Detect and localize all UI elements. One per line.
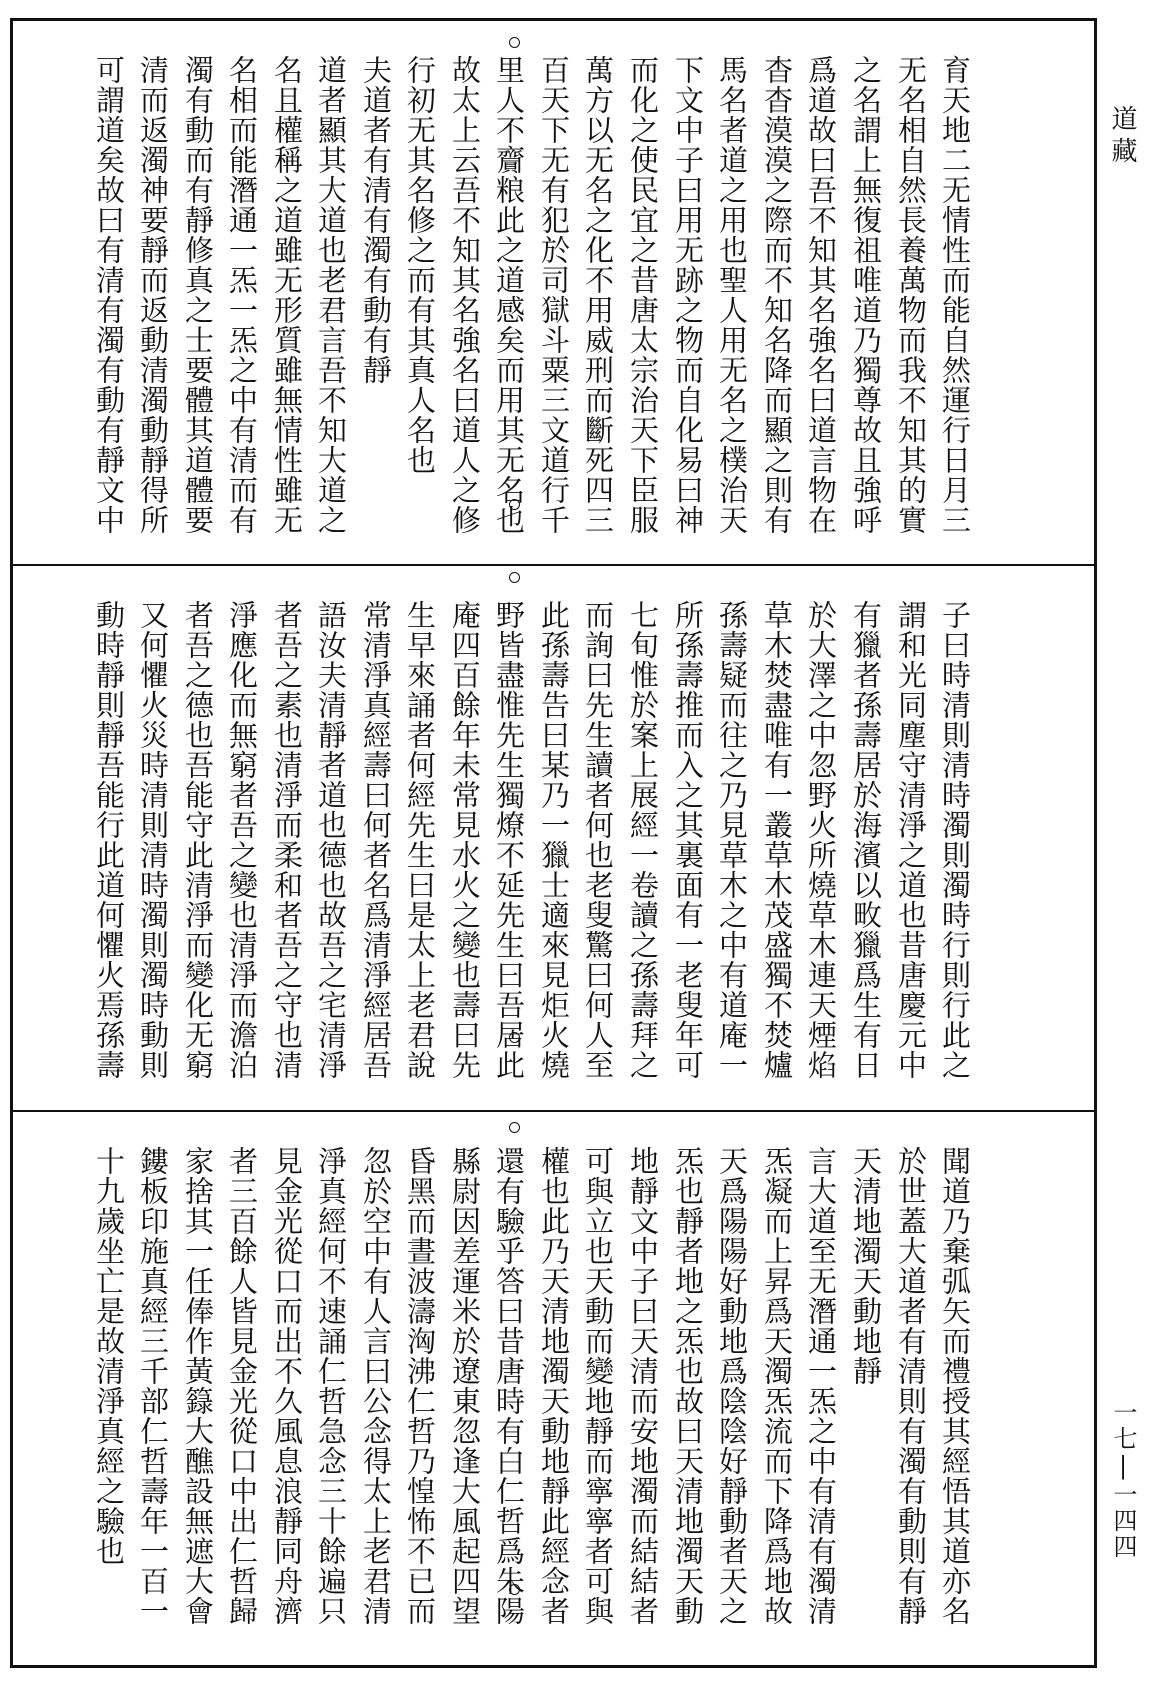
text-column: 清而返濁神要靜而返動清濁動靜得所 [136, 55, 170, 535]
text-column: 動時靜則靜吾能行此道何懼火焉孫壽 [92, 600, 126, 1080]
text-column: 无名相自然長養萬物而我不知其的實 [894, 55, 928, 535]
text-column: 天爲陽陽好動地爲陰陰好靜動者天之 [715, 1146, 749, 1626]
text-column: 語汝夫清靜者道也德也故吾之宅清淨 [314, 600, 348, 1080]
text-column: 鏤板印施真經三千部仁哲壽年一百一 [136, 1146, 170, 1626]
text-column: 炁也靜者地之炁也故曰天清地濁天動 [671, 1146, 705, 1626]
text-column: 名且權稱之道雖无形質雖無情性雖无 [270, 55, 304, 535]
text-column: 淨應化而無窮者吾之變也清淨而澹泊 [225, 600, 259, 1080]
text-column: 馬名者道之用也聖人用无名之樸治天 [715, 55, 749, 535]
text-column: 子曰時清則清時濁則濁時行則行此之 [938, 600, 972, 1080]
text-column: 又何懼火災時清則清時濁則濁時動則 [136, 600, 170, 1080]
section-circle-mark [509, 572, 520, 583]
text-column: 野皆盡惟先生獨燎不延先生曰吾居此 [492, 600, 526, 1080]
text-register-1 [13, 21, 1094, 566]
text-column: 十九歲坐亡是故清淨真經之驗也 [92, 1146, 126, 1566]
text-column: 可與立也天動而變地靜而寧寧者可與 [581, 1146, 615, 1626]
text-column: 言大道至无潛通一炁之中有清有濁清 [804, 1146, 838, 1626]
text-column: 於世蓋大道者有清則有濁有動則有靜 [894, 1146, 928, 1626]
text-column: 草木焚盡唯有一叢草木茂盛獨不焚爐 [760, 600, 794, 1080]
text-column: 濁有動而有靜修真之士要體其道體要 [181, 55, 215, 535]
text-column: 縣尉因差運米於遼東忽逢大風起四望 [448, 1146, 482, 1626]
text-column: 爲道故曰吾不知其名強名曰道言物在 [804, 55, 838, 535]
text-column: 故太上云吾不知其名強名曰道人之修 [448, 55, 482, 535]
section-circle-mark [509, 37, 520, 48]
text-column: 見金光從口而出不久風息浪靜同舟濟 [270, 1146, 304, 1626]
text-column: 地靜文中子曰天清而安地濁而結結者 [626, 1146, 660, 1626]
text-column: 天清地濁天動地靜 [849, 1146, 883, 1386]
text-column: 而詢曰先生讀者何也老叟驚曰何人至 [581, 600, 615, 1080]
text-column: 還有驗乎答曰昔唐時有白仁哲爲朱陽 [492, 1146, 526, 1626]
text-column: 聞道乃棄弧矢而禮授其經悟其道亦名 [938, 1146, 972, 1626]
text-column: 庵四百餘年未常見水火之變也壽曰先 [448, 600, 482, 1080]
text-column: 謂和光同塵守清淨之道也昔唐慶元中 [894, 600, 928, 1080]
text-column: 萬方以无名之化不用威刑而斷死四三 [581, 55, 615, 535]
text-column: 生早來誦者何經先生曰是太上老君說 [403, 600, 437, 1080]
text-column: 下文中子曰用无跡之物而自化易曰神 [671, 55, 705, 535]
text-register-2 [13, 566, 1094, 1112]
text-column: 行初无其名修之而有其真人名也 [403, 55, 437, 475]
section-circle-mark [509, 1122, 520, 1133]
text-column: 七旬惟於案上展經一卷讀之孫壽拜之 [626, 600, 660, 1080]
text-column: 者吾之素也清淨而柔和者吾之守也清 [270, 600, 304, 1080]
text-column: 夫道者有清有濁有動有靜 [359, 55, 393, 385]
text-column: 此孫壽告曰某乃一獵士適來見炬火燒 [537, 600, 571, 1080]
text-column: 孫壽疑而往之乃見草木之中有道庵一 [715, 600, 749, 1080]
text-register-3 [13, 1112, 1094, 1665]
text-column: 有獵者孫壽居於海濱以畋獵爲生有日 [849, 600, 883, 1080]
text-column: 淨真經何不速誦仁哲急念三十餘遍只 [314, 1146, 348, 1626]
text-column: 所孫壽推而入之其裏面有一老叟年可 [671, 600, 705, 1080]
text-column: 育天地二无情性而能自然運行日月三 [938, 55, 972, 535]
text-column: 杳杳漠漠之際而不知名降而顯之則有 [760, 55, 794, 535]
text-column: 可謂道矣故曰有清有濁有動有靜文中 [92, 55, 126, 535]
text-column: 里人不齎粮此之道感矣而用其无名也 [492, 55, 526, 535]
page-frame [10, 18, 1097, 1668]
text-column: 忽於空中有人言曰公念得太上老君清 [359, 1146, 393, 1626]
text-column: 而化之使民宜之昔唐太宗治天下臣服 [626, 55, 660, 535]
text-column: 炁凝而上昇爲天濁炁流而下降爲地故 [760, 1146, 794, 1626]
text-column: 於大澤之中忽野火所燒草木連天煙焰 [804, 600, 838, 1080]
margin-header: 道藏 [1107, 105, 1137, 169]
text-column: 權也此乃天清地濁天動地靜此經念者 [537, 1146, 571, 1626]
text-column: 常清淨真經壽曰何者名爲清淨經居吾 [359, 600, 393, 1080]
text-column: 者吾之德也吾能守此清淨而變化无窮 [181, 600, 215, 1080]
text-column: 百天下无有犯於司獄斗粟三文道行千 [537, 55, 571, 535]
text-column: 者三百餘人皆見金光從口中出仁哲歸 [225, 1146, 259, 1626]
text-column: 名相而能潛通一炁一炁之中有清而有 [225, 55, 259, 535]
text-column: 昏黑而晝波濤洶沸仁哲乃惶怖不已而 [403, 1146, 437, 1626]
margin-page-number: 一七|一四四 [1109, 1400, 1137, 1560]
text-column: 家捨其一任俸作黃籙大醮設無遮大會 [181, 1146, 215, 1626]
text-column: 之名謂上無復祖唯道乃獨尊故且強呼 [849, 55, 883, 535]
text-column: 道者顯其大道也老君言吾不知大道之 [314, 55, 348, 535]
